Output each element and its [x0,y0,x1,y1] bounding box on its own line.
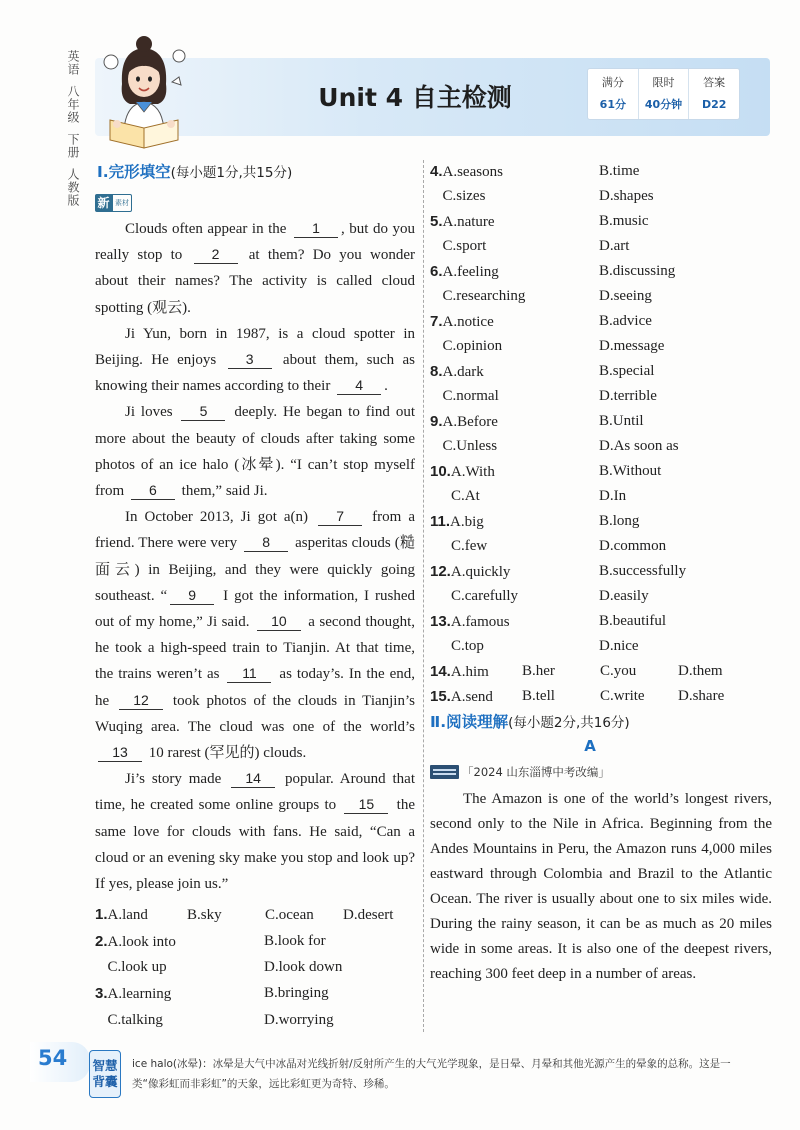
passage-text: Clouds often appear in the [125,221,291,237]
passage-text: Ji loves [125,404,179,421]
question-number: 2. [95,932,108,950]
girl-hair-bun [136,36,152,52]
question-line [430,459,772,484]
blank-2: 2 [194,246,238,264]
time-limit-column [638,69,689,119]
option-a [430,363,599,381]
passage-text: about them, such as knowing their names according to their [95,352,416,395]
question-line [430,409,772,434]
option-c [430,188,599,205]
question-line [430,209,772,234]
option-text: B.sky [187,906,222,923]
cloze-paragraph [95,504,415,766]
option-text: C.sport [442,238,487,254]
blank-4: 4 [337,377,381,395]
option-text: A.learning [107,985,172,1002]
option-text: A.look into [107,933,176,950]
option-d [599,238,629,255]
option-text: A.famous [450,613,510,630]
question-line [430,234,772,259]
reading-paragraph [430,787,772,987]
option-text: C.few [451,538,488,554]
wisdom-bag-line1: 智慧 [92,1058,118,1073]
option-b [522,663,600,680]
reading-passage-a [430,787,772,987]
option-text: A.notice [442,313,494,330]
question-line [430,359,772,384]
cloze-paragraph [95,399,415,504]
option-text: A.him [450,663,489,680]
book-sidebar [61,50,85,207]
option-d [599,388,657,405]
question-number: 6. [430,262,443,280]
blank-3: 3 [228,351,272,369]
option-text: B.bringing [264,985,329,1002]
wisdom-bag-box [89,1050,121,1098]
option-text: B.Without [599,463,662,479]
cloze-options-right [430,159,772,709]
cloze-paragraph [95,766,415,897]
blank-8: 8 [244,534,288,552]
question-line [430,609,772,634]
question-number: 15. [430,687,451,705]
question-1 [95,902,415,928]
subject-label: 英语 [66,50,80,76]
option-a [430,163,599,181]
question-number: 4. [430,162,443,180]
option-text: D.common [599,538,667,554]
option-text: D.terrible [599,388,657,404]
passage-text: , but do you really stop to [95,221,415,264]
question-10 [430,459,772,509]
option-d [678,663,723,680]
question-number: 12. [430,562,451,580]
badge-main: 新 [95,194,112,212]
girl-eye [148,76,152,81]
question-line [430,309,772,334]
question-line [430,659,772,684]
option-d [599,188,654,205]
option-c [600,663,678,680]
option-b [599,513,639,530]
grade-label: 八年级 [66,85,80,124]
question-9 [430,409,772,459]
option-c [95,959,264,976]
question-5 [430,209,772,259]
question-line [430,684,772,709]
option-text: B.advice [599,313,652,329]
option-text: A.With [450,463,495,480]
question-number: 14. [430,662,451,680]
option-b [187,907,265,924]
passage-text: . [384,378,388,395]
option-d [599,588,649,605]
blank-13: 13 [98,744,142,762]
option-a [430,563,599,581]
question-14 [430,659,772,684]
option-b [599,213,649,230]
badge-sub: 素材 [112,194,132,212]
option-d [599,638,639,655]
option-a [430,613,599,631]
full-marks-value: 61分 [599,98,626,111]
option-text: D.In [599,488,627,504]
option-c [430,238,599,255]
blank-1: 1 [294,220,338,238]
question-number: 9. [430,412,443,430]
question-line [95,955,415,981]
passage-text: a second thought, he took a high-speed train to Tianjin. At that time, the trains weren’t as [95,614,415,683]
option-b [599,613,666,630]
option-a [95,933,264,951]
question-line [430,559,772,584]
question-12 [430,559,772,609]
blank-10: 10 [257,613,301,631]
question-line [95,928,415,954]
option-b [599,263,675,280]
passage-text: asperitas clouds (糙面云) in Beijing, and they were quickly going southeast. “ [95,535,415,604]
option-text: B.long [599,513,640,529]
option-text: B.special [599,363,655,379]
passage-text: I got the information, I rushed out of my home,” Ji said. [95,587,416,631]
full-marks-label: 满分 [601,76,624,89]
blank-6: 6 [131,482,175,500]
question-line [430,534,772,559]
question-11 [430,509,772,559]
option-c [430,338,599,355]
option-b [599,363,654,380]
question-2 [95,928,415,980]
question-number: 1. [95,906,108,924]
cloze-passage [95,216,415,897]
question-3 [95,981,415,1033]
option-text: C.top [451,638,484,654]
option-text: A.quickly [450,563,511,580]
option-text: D.art [599,238,630,254]
page-number: 54 [38,1046,68,1070]
option-c [600,688,678,705]
option-text: C.sizes [442,188,486,204]
option-a [430,688,522,706]
option-a [430,663,522,681]
cloze-paragraph [95,321,415,400]
option-text: D.easily [599,588,649,604]
cloze-options-left [95,902,415,1033]
bubble-icon [173,50,185,62]
section-heading-reading [430,709,772,734]
passage-text: took photos of the clouds in Tianjin’s Wuqing area. The cloud was one of the world’s [95,692,415,735]
option-text: A.nature [442,213,495,230]
passage-text: them,” said Ji. [177,483,268,500]
option-d [599,288,652,305]
question-line [430,484,772,509]
option-text: C.write [600,688,645,704]
section-title: Ⅱ.阅读理解 [430,713,509,731]
section-score-note: (每小题1分,共15分) [170,165,293,181]
passage-text: popular. Around that time, he created some online groups to [95,771,415,814]
option-text: B.beautiful [599,613,667,629]
option-d [264,1012,334,1029]
option-text: B.music [599,213,649,229]
option-c [265,907,343,924]
right-column [430,159,772,987]
option-d [678,688,724,705]
question-line [430,159,772,184]
option-a [430,213,599,231]
blank-7: 7 [318,508,362,526]
answer-label: 答案 [703,76,726,89]
option-text: D.message [599,338,665,354]
option-c [430,638,599,655]
option-a [95,906,187,924]
question-line [430,584,772,609]
option-text: C.you [600,663,637,679]
leaf-icon [172,77,181,85]
option-text: C.carefully [451,588,519,604]
option-b [264,933,326,950]
option-text: C.At [451,488,480,504]
option-b [264,985,329,1002]
new-material-badge [95,194,132,212]
blank-12: 12 [119,692,163,710]
passage-source [430,759,772,784]
option-c [95,1012,264,1029]
passage-text: the same love for clouds with fans. He said, “Can a cloud or an evening sky make you stop and look up? If yes, please join us.” [95,797,415,893]
option-text: C.talking [107,1011,163,1028]
blank-11: 11 [227,665,271,683]
answer-page: D22 [701,98,727,111]
option-text: B.look for [264,933,326,950]
passage-text: The Amazon is one of the world’s longest rivers, second only to the Nile in Africa. Beginning from the Andes Mountains in Peru, the Amazon runs 4,000 miles eastward through Colombia and Brazil to the Atlantic Ocean. The river is usually about one to six miles wide. During the rainy season, it can be as much as 20 miles wide in some areas. It is also one of the deepest rivers, reaching 300 feet deep in a number of areas. [430,791,772,982]
option-text: C.researching [442,288,526,304]
wisdom-bag-line2: 背囊 [92,1074,118,1089]
option-text: A.send [450,688,493,705]
option-text: D.shapes [599,188,654,204]
question-8 [430,359,772,409]
option-c [430,538,599,555]
section-title: Ⅰ.完形填空 [97,163,171,181]
question-line [430,259,772,284]
option-c [430,288,599,305]
page-title: Unit 4 自主检测 [318,83,512,112]
question-number: 10. [430,462,451,480]
option-text: C.Unless [442,438,498,454]
question-6 [430,259,772,309]
option-text: C.opinion [442,338,503,354]
option-b [599,163,639,180]
option-d [599,488,626,505]
option-a [430,513,599,531]
volume-label: 下册 [66,133,80,159]
option-text: D.desert [343,906,394,923]
option-b [599,463,661,480]
option-text: A.big [450,513,484,530]
option-text: A.seasons [442,163,503,180]
option-b [522,688,600,705]
option-text: D.share [678,688,725,704]
option-d [264,959,342,976]
section-heading-cloze [97,160,292,185]
time-limit-label: 限时 [652,76,675,89]
question-line [430,434,772,459]
passage-text: In October 2013, Ji got a(n) [125,509,316,526]
option-text: A.feeling [442,263,499,280]
full-marks-column [588,69,638,119]
question-number: 8. [430,362,443,380]
option-text: B.time [599,163,640,179]
edition-label: 人教版 [66,168,80,207]
question-line [430,334,772,359]
option-b [599,313,652,330]
test-info-box [587,68,740,120]
question-line [430,509,772,534]
option-text: B.successfully [599,563,687,579]
question-line [95,1007,415,1033]
left-column [95,216,415,1033]
option-text: A.land [107,907,148,924]
source-tag-icon [430,765,459,779]
option-b [599,563,686,580]
option-text: A.Before [442,413,498,430]
passage-text: as today’s. In the end, he [95,666,415,709]
option-text: D.worrying [264,1011,334,1028]
question-line [430,384,772,409]
option-a [430,463,599,481]
blank-14: 14 [231,770,275,788]
question-line [430,184,772,209]
option-text: D.them [678,663,723,679]
column-divider [423,160,424,1032]
section-score-note: (每小题2分,共16分) [508,715,630,731]
option-d [343,907,393,924]
question-line [95,981,415,1007]
question-line [430,284,772,309]
passage-text: 10 rarest (罕见的) clouds. [145,745,307,762]
question-7 [430,309,772,359]
option-c [430,438,599,455]
question-line [430,634,772,659]
blank-5: 5 [181,403,225,421]
question-line [95,902,415,928]
option-d [599,538,666,555]
source-text: 「2024 山东淄博中考改编」 [462,764,610,779]
option-b [599,413,644,430]
option-c [430,588,599,605]
option-a [430,263,599,281]
girl-hand [167,120,175,128]
cloze-paragraph [95,216,415,321]
option-text: B.her [522,663,555,679]
bubble-icon [104,55,118,69]
blank-15: 15 [344,796,388,814]
option-text: B.Until [599,413,644,429]
time-limit-value: 40分钟 [644,98,683,111]
girl-reading-illustration [98,32,190,154]
option-text: B.discussing [599,263,676,279]
option-a [95,985,264,1003]
option-d [599,438,679,455]
footer-note: ice halo(冰晕)：冰晕是大气中冰晶对光线折射/反射所产生的大气光学现象，是日晕、月晕和其他光源产生的晕象的总称。这是一类“像彩虹而非彩虹”的天象，远比彩虹更为奇特、珍稀。 [132,1058,731,1090]
question-number: 5. [430,212,443,230]
option-text: D.look down [264,959,343,976]
question-13 [430,609,772,659]
question-4 [430,159,772,209]
option-c [430,388,599,405]
blank-9: 9 [170,587,214,605]
passage-text: Ji’s story made [125,771,229,788]
question-number: 3. [95,984,108,1002]
question-15 [430,684,772,709]
option-text: D.As soon as [599,438,679,454]
passage-text: from a friend. There were very [95,509,415,552]
option-c [430,488,599,505]
passage-text: deeply. He began to find out more about the beauty of clouds after taking some photos of an ice halo (冰晕). “I can’t stop myself from [95,404,415,500]
option-text: B.tell [522,688,555,704]
passage-label: A [584,737,596,755]
question-number: 13. [430,612,451,630]
option-text: D.seeing [599,288,652,304]
option-a [430,313,599,331]
girl-eye [136,76,140,81]
option-text: D.nice [599,638,639,654]
passage-text: Ji Yun, born in 1987, is a cloud spotter in Beijing. He enjoys [95,325,415,369]
question-number: 7. [430,312,443,330]
option-a [430,413,599,431]
answer-column [688,69,739,119]
girl-hand [113,120,121,128]
option-d [599,338,664,355]
option-text: C.ocean [265,906,314,923]
question-number: 11. [430,512,451,530]
option-text: C.normal [442,388,499,404]
option-text: A.dark [442,363,484,380]
option-text: C.look up [107,959,167,976]
passage-text: at them? Do you wonder about their names? The activity is called cloud spotting (观云). [95,247,415,316]
